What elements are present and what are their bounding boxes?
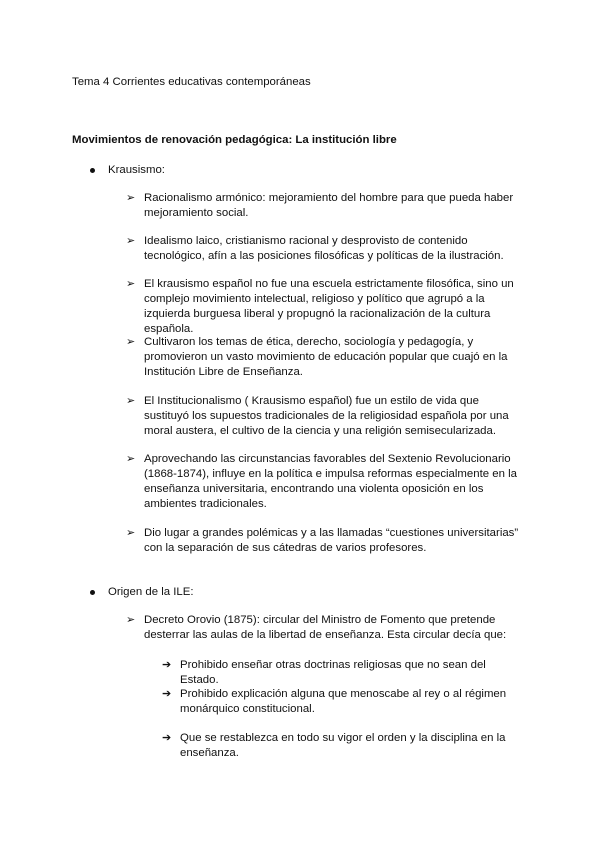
list-item-text: Decreto Orovio (1875): circular del Ministro de Fomento que pretende desterrar las aulas de la libertad de enseñanza. Esta circular decía que: xyxy=(144,614,507,641)
section-heading: Movimientos de renovación pedagógica: La institución libre xyxy=(72,134,397,146)
arrowhead-icon: ➢ xyxy=(126,527,136,539)
arrowhead-icon: ➢ xyxy=(126,278,136,290)
bullet-label: Origen de la ILE: xyxy=(108,586,194,598)
right-arrow-icon: ➔ xyxy=(162,732,172,744)
list-item-text: Que se restablezca en todo su vigor el orden y la disciplina en la enseñanza. xyxy=(180,732,506,759)
list-item-text: El krausismo español no fue una escuela estrictamente filosófica, sino un complejo movimiento intelectual, religioso y político que agrupó a la izquierda burguesa liberal y propugnó la racionalización de la cultura española. xyxy=(144,278,514,335)
list-item-text: Prohibido enseñar otras doctrinas religiosas que no sean del Estado. xyxy=(180,659,486,686)
list-item-text: El Institucionalismo ( Krausismo español) fue un estilo de vida que sustituyó los supuestos tradicionales de la religiosidad española por una moral austera, el cultivo de la ciencia y una religión semisecularizada. xyxy=(144,395,509,437)
list-item-text: Aprovechando las circunstancias favorables del Sextenio Revolucionario (1868-1874), influye en la política e impulsa reformas especialmente en la enseñanza universitaria, encontrando una violenta oposición en los ambientes tradicionales. xyxy=(144,453,517,510)
arrowhead-icon: ➢ xyxy=(126,453,136,465)
arrowhead-icon: ➢ xyxy=(126,614,136,626)
list-item-text: Idealismo laico, cristianismo racional y desprovisto de contenido tecnológico, afín a las posiciones filosóficas y políticas de la ilustración. xyxy=(144,235,504,262)
list-item-text: Dio lugar a grandes polémicas y a las llamadas “cuestiones universitarias” con la separación de sus cátedras de varios profesores. xyxy=(144,527,519,554)
list-item-text: Racionalismo armónico: mejoramiento del hombre para que pueda haber mejoramiento social. xyxy=(144,192,514,219)
arrowhead-icon: ➢ xyxy=(126,395,136,407)
bullet-label: Krausismo: xyxy=(108,164,165,176)
bullet-dot xyxy=(90,590,95,595)
bullet-dot xyxy=(90,168,95,173)
right-arrow-icon: ➔ xyxy=(162,688,172,700)
arrowhead-icon: ➢ xyxy=(126,235,136,247)
arrowhead-icon: ➢ xyxy=(126,336,136,348)
list-item-text: Prohibido explicación alguna que menoscabe al rey o al régimen monárquico constitucional. xyxy=(180,688,507,715)
arrowhead-icon: ➢ xyxy=(126,192,136,204)
document-title: Tema 4 Corrientes educativas contemporáneas xyxy=(72,76,311,88)
list-item-text: Cultivaron los temas de ética, derecho, sociología y pedagogía, y promovieron un vasto movimiento de educación popular que cuajó en la Institución Libre de Enseñanza. xyxy=(144,336,508,378)
right-arrow-icon: ➔ xyxy=(162,659,172,671)
